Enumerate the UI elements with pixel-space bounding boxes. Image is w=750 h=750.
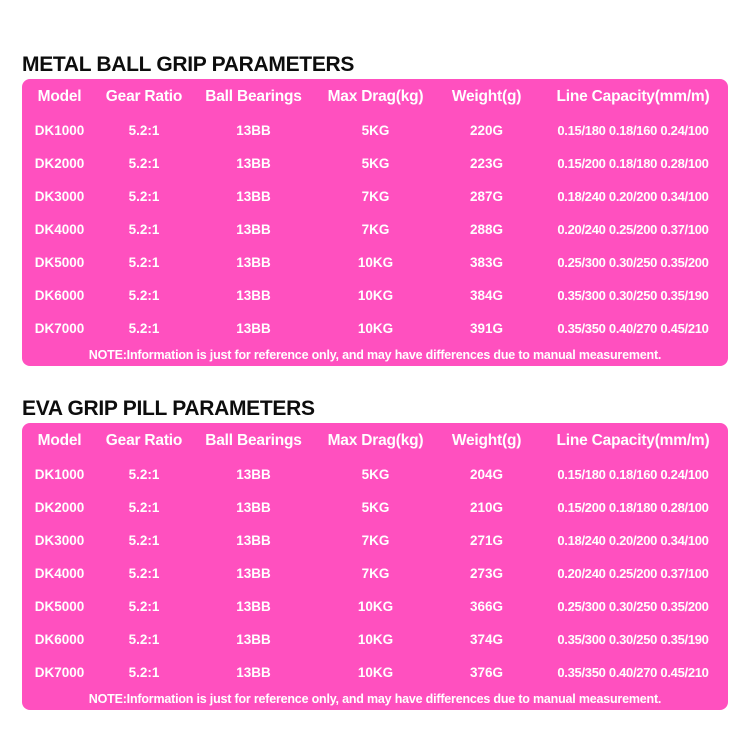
cell-model: DK7000: [34, 665, 85, 680]
cell-gear-ratio: 5.2:1: [128, 632, 160, 647]
cell-weight: 210G: [469, 500, 504, 515]
cell-model: DK4000: [34, 222, 85, 237]
cell-gear-ratio: 5.2:1: [128, 467, 160, 482]
cell-model: DK5000: [34, 599, 85, 614]
cell-model: DK2000: [34, 156, 85, 171]
cell-model: DK4000: [34, 566, 85, 581]
col-header-model: Model: [37, 88, 82, 105]
cell-model: DK6000: [34, 288, 85, 303]
cell-ball-bearings: 13BB: [236, 632, 271, 647]
cell-ball-bearings: 13BB: [236, 500, 271, 515]
cell-line-capacity: 0.18/240 0.20/200 0.34/100: [557, 189, 709, 204]
cell-weight: 271G: [469, 533, 504, 548]
cell-weight: 273G: [469, 566, 504, 581]
cell-gear-ratio: 5.2:1: [128, 288, 160, 303]
eva-grip-pill-table: [22, 423, 728, 710]
cell-model: DK5000: [34, 255, 85, 270]
col-header-weight: Weight(g): [451, 432, 522, 449]
cell-model: DK3000: [34, 533, 85, 548]
cell-ball-bearings: 13BB: [236, 533, 271, 548]
cell-model: DK3000: [34, 189, 85, 204]
cell-gear-ratio: 5.2:1: [128, 321, 160, 336]
cell-max-drag: 10KG: [357, 321, 394, 336]
cell-model: DK7000: [34, 321, 85, 336]
eva-grip-pill-title: EVA GRIP PILL PARAMETERS: [22, 397, 315, 420]
col-header-ball-bearings: Ball Bearings: [205, 88, 302, 105]
cell-weight: 391G: [469, 321, 504, 336]
cell-model: DK1000: [34, 467, 85, 482]
table-row: [22, 656, 728, 689]
cell-gear-ratio: 5.2:1: [128, 566, 160, 581]
cell-line-capacity: 0.15/180 0.18/160 0.24/100: [557, 123, 709, 138]
cell-line-capacity: 0.35/300 0.30/250 0.35/190: [557, 288, 709, 303]
cell-gear-ratio: 5.2:1: [128, 156, 160, 171]
table-row: [22, 180, 728, 213]
cell-ball-bearings: 13BB: [236, 189, 271, 204]
col-header-gear-ratio: Gear Ratio: [105, 88, 183, 105]
cell-line-capacity: 0.15/180 0.18/160 0.24/100: [557, 467, 709, 482]
cell-ball-bearings: 13BB: [236, 123, 271, 138]
col-header-line-capacity: Line Capacity(mm/m): [556, 88, 710, 105]
cell-weight: 384G: [469, 288, 504, 303]
cell-model: DK6000: [34, 632, 85, 647]
table-row: [22, 590, 728, 623]
cell-line-capacity: 0.15/200 0.18/180 0.28/100: [557, 500, 709, 515]
cell-weight: 204G: [469, 467, 504, 482]
cell-line-capacity: 0.20/240 0.25/200 0.37/100: [557, 566, 709, 581]
cell-weight: 223G: [469, 156, 504, 171]
cell-max-drag: 10KG: [357, 599, 394, 614]
cell-gear-ratio: 5.2:1: [128, 533, 160, 548]
metal-ball-grip-title: METAL BALL GRIP PARAMETERS: [22, 53, 355, 76]
cell-max-drag: 10KG: [357, 632, 394, 647]
cell-max-drag: 5KG: [361, 467, 390, 482]
cell-max-drag: 7KG: [361, 533, 390, 548]
cell-gear-ratio: 5.2:1: [128, 123, 160, 138]
cell-max-drag: 5KG: [361, 123, 390, 138]
cell-ball-bearings: 13BB: [236, 255, 271, 270]
header-row: [22, 80, 728, 114]
col-header-weight: Weight(g): [451, 88, 522, 105]
cell-gear-ratio: 5.2:1: [128, 255, 160, 270]
cell-gear-ratio: 5.2:1: [128, 599, 160, 614]
cell-weight: 287G: [469, 189, 504, 204]
cell-weight: 374G: [469, 632, 504, 647]
cell-max-drag: 10KG: [357, 288, 394, 303]
cell-model: DK1000: [34, 123, 85, 138]
col-header-max-drag: Max Drag(kg): [327, 432, 424, 449]
cell-max-drag: 7KG: [361, 222, 390, 237]
cell-max-drag: 7KG: [361, 566, 390, 581]
cell-ball-bearings: 13BB: [236, 566, 271, 581]
cell-ball-bearings: 13BB: [236, 156, 271, 171]
cell-gear-ratio: 5.2:1: [128, 500, 160, 515]
cell-ball-bearings: 13BB: [236, 599, 271, 614]
table-row: [22, 491, 728, 524]
cell-line-capacity: 0.18/240 0.20/200 0.34/100: [557, 533, 709, 548]
table-row: [22, 213, 728, 246]
cell-max-drag: 10KG: [357, 665, 394, 680]
cell-line-capacity: 0.20/240 0.25/200 0.37/100: [557, 222, 709, 237]
cell-ball-bearings: 13BB: [236, 665, 271, 680]
table-row: [22, 557, 728, 590]
cell-line-capacity: 0.15/200 0.18/180 0.28/100: [557, 156, 709, 171]
cell-weight: 383G: [469, 255, 504, 270]
col-header-model: Model: [37, 432, 82, 449]
cell-line-capacity: 0.35/350 0.40/270 0.45/210: [557, 665, 709, 680]
table-row: [22, 524, 728, 557]
cell-gear-ratio: 5.2:1: [128, 665, 160, 680]
cell-weight: 288G: [469, 222, 504, 237]
table-row: [22, 279, 728, 312]
cell-line-capacity: 0.35/350 0.40/270 0.45/210: [557, 321, 709, 336]
cell-model: DK2000: [34, 500, 85, 515]
table-note: NOTE:Information is just for reference only, and may have differences due to manual measurement.: [88, 691, 662, 706]
cell-ball-bearings: 13BB: [236, 467, 271, 482]
cell-max-drag: 7KG: [361, 189, 390, 204]
cell-weight: 220G: [469, 123, 504, 138]
cell-line-capacity: 0.25/300 0.30/250 0.35/200: [557, 599, 709, 614]
cell-line-capacity: 0.35/300 0.30/250 0.35/190: [557, 632, 709, 647]
col-header-ball-bearings: Ball Bearings: [205, 432, 302, 449]
cell-max-drag: 5KG: [361, 500, 390, 515]
table-note: NOTE:Information is just for reference only, and may have differences due to manual measurement.: [88, 347, 662, 362]
cell-max-drag: 10KG: [357, 255, 394, 270]
cell-weight: 376G: [469, 665, 504, 680]
table-row: [22, 312, 728, 345]
cell-ball-bearings: 13BB: [236, 222, 271, 237]
cell-gear-ratio: 5.2:1: [128, 222, 160, 237]
col-header-gear-ratio: Gear Ratio: [105, 432, 183, 449]
table-row: [22, 623, 728, 656]
table-row: [22, 147, 728, 180]
col-header-max-drag: Max Drag(kg): [327, 88, 424, 105]
table-row: [22, 458, 728, 491]
cell-ball-bearings: 13BB: [236, 288, 271, 303]
col-header-line-capacity: Line Capacity(mm/m): [556, 432, 710, 449]
cell-max-drag: 5KG: [361, 156, 390, 171]
header-row: [22, 424, 728, 458]
metal-ball-grip-table: [22, 79, 728, 366]
cell-weight: 366G: [469, 599, 504, 614]
cell-ball-bearings: 13BB: [236, 321, 271, 336]
table-row: [22, 246, 728, 279]
cell-gear-ratio: 5.2:1: [128, 189, 160, 204]
table-row: [22, 114, 728, 147]
cell-line-capacity: 0.25/300 0.30/250 0.35/200: [557, 255, 709, 270]
